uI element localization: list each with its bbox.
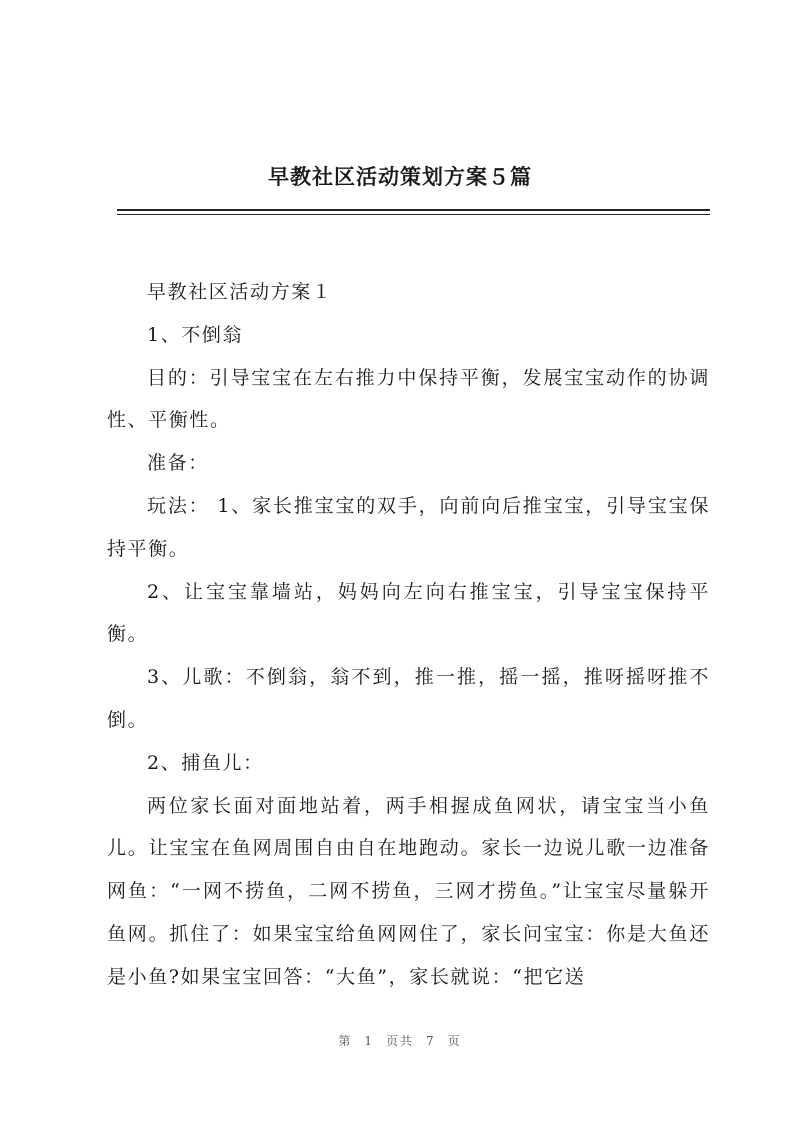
paragraph: 2、让宝宝靠墙站，妈妈向左向右推宝宝，引导宝宝保持平衡。 [107, 580, 710, 646]
activity-heading: 2、捕鱼儿： [147, 751, 264, 774]
footer-mid: 页共 [385, 1034, 414, 1048]
page-footer [0, 1032, 800, 1049]
footer-prefix: 第 [338, 1034, 353, 1048]
document-body [107, 271, 710, 999]
page-number: 1 [364, 1034, 374, 1048]
title-divider-thin [117, 214, 710, 215]
paragraph: 玩法： 1、家长推宝宝的双手，向前向后推宝宝，引导宝宝保持平衡。 [107, 494, 710, 560]
paragraph: 目的：引导宝宝在左右推力中保持平衡，发展宝宝动作的协调性、平衡性。 [107, 366, 710, 432]
paragraph: 3、儿歌：不倒翁，翁不到，推一推，摇一摇，推呀摇呀推不倒。 [107, 666, 710, 731]
total-pages: 7 [426, 1034, 436, 1048]
title-divider [117, 209, 710, 211]
section-heading: 早教社区活动方案１ [147, 281, 333, 303]
document-title: 早教社区活动策划方案５篇 [268, 164, 532, 189]
activity-heading: 1、不倒翁 [147, 323, 244, 346]
paragraph: 准备： [147, 452, 209, 475]
footer-suffix: 页 [447, 1034, 462, 1048]
paragraph: 两位家长面对面地站着，两手相握成鱼网状，请宝宝当小鱼儿。让宝宝在鱼网周围自由自在地跑动。家长一边说儿歌一边准备网鱼：“一网不捞鱼，二网不捞鱼，三网才捞鱼。”让宝宝尽量躲开鱼网。抓住了：如果宝宝给鱼网网住了，家长问宝宝：你是大鱼还是小鱼?如果宝宝回答：“大鱼”，家长就说：“把它送 [107, 794, 710, 988]
